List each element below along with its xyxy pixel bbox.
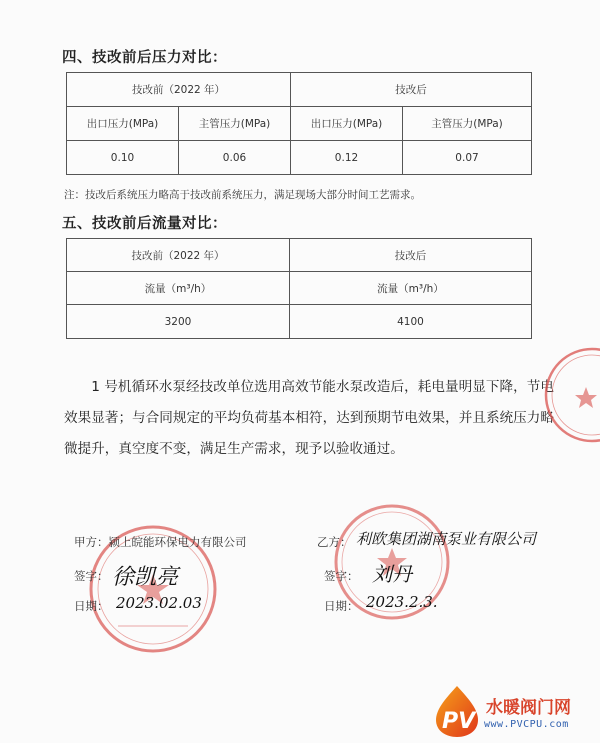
pressure-after-header: 技改后 [291,73,532,107]
party-a-sign-label: 签字： [74,569,109,583]
flow-label-after: 流量（m³/h） [290,272,532,305]
party-b-label: 乙方： [317,535,352,549]
party-b-signature: 刘丹 [372,562,412,586]
col-main-before: 主管压力(MPa) [179,107,291,141]
party-a-date: 2023.02.03 [116,594,202,612]
section5-heading: 五、技改前后流量对比： [62,215,227,232]
before-main-value: 0.06 [179,141,291,175]
pressure-table [66,72,532,175]
party-a-signature: 徐凯亮 [112,565,179,590]
after-main-value: 0.07 [403,141,532,175]
party-b-company: 利欧集团湖南泵业有限公司 [356,530,537,548]
before-outlet-value: 0.10 [67,141,179,175]
after-outlet-value: 0.12 [291,141,403,175]
edge-stamp [530,335,600,465]
svg-text:PV: PV [442,709,476,734]
watermark-url: www.PVCPU.com [484,719,569,730]
party-a-date-label: 日期： [74,599,109,613]
flow-table [66,238,532,339]
flow-after-value: 4100 [290,305,532,339]
pressure-note: 注：技改后系统压力略高于技改前系统压力，满足现场大部分时间工艺需求。 [64,189,421,201]
party-b-sign-label: 签字： [324,569,359,583]
flow-after-header: 技改后 [290,239,532,272]
pressure-before-header: 技改前（2022 年） [67,73,291,107]
party-b-date: 2023.2.3. [366,593,438,611]
section4-heading: 四、技改前后压力对比： [62,49,227,66]
watermark-title: 水暖阀门网 [486,698,571,718]
flow-before-header: 技改前（2022 年） [67,239,290,272]
watermark-logo-icon [432,684,482,738]
party-b-date-label: 日期： [324,599,359,613]
flow-label-before: 流量（m³/h） [67,272,290,305]
acceptance-paragraph: 1 号机循环水泵经技改单位选用高效节能水泵改造后，耗电量明显下降，节电效果显著；与合同规定的平均负荷基本相符，达到预期节电效果，并且系统压力略微提升，真空度不变，满足生产需求，现予以验收通过。 [64,379,554,457]
flow-before-value: 3200 [67,305,290,339]
party-a-label: 甲方：颍上皖能环保电力有限公司 [74,535,247,549]
col-outlet-after: 出口压力(MPa) [291,107,403,141]
col-main-after: 主管压力(MPa) [403,107,532,141]
col-outlet-before: 出口压力(MPa) [67,107,179,141]
